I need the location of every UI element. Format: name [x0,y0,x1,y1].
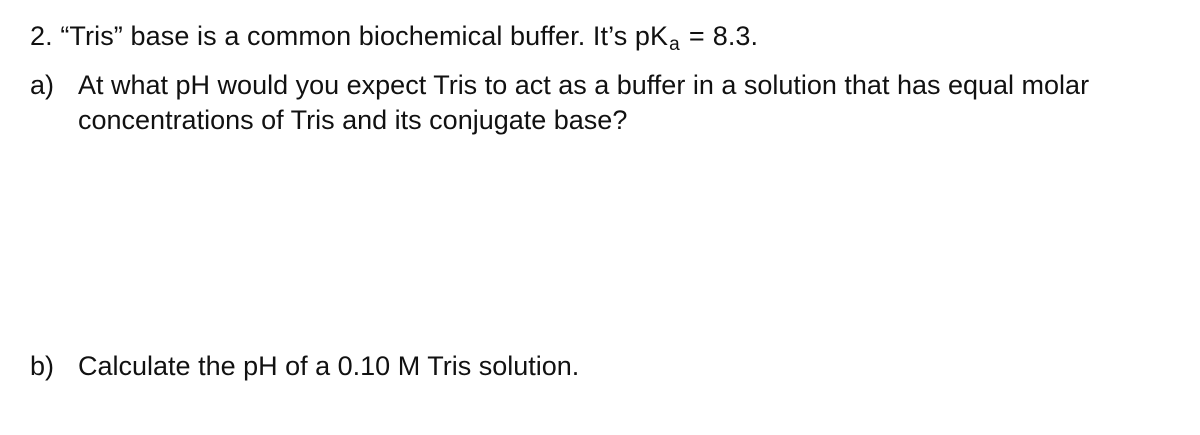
part-a-text-line1: At what pH would you expect Tris to act as a buffer in a solution that has equal molar [78,70,1090,100]
part-b-label: b) [30,351,55,381]
part-a-label: a) [30,70,55,100]
part-b-text: Calculate the pH of a 0.10 M Tris solution. [78,351,580,381]
part-a-text-line2: concentrations of Tris and its conjugate base? [78,105,628,135]
question-text: 2. “Tris” base is a common biochemical buffer. It’s pK [30,21,669,51]
pka-subscript: a [669,34,680,55]
pka-value: 8.3. [712,21,759,51]
question-statement [30,19,758,57]
equals-sign: = [688,21,705,51]
